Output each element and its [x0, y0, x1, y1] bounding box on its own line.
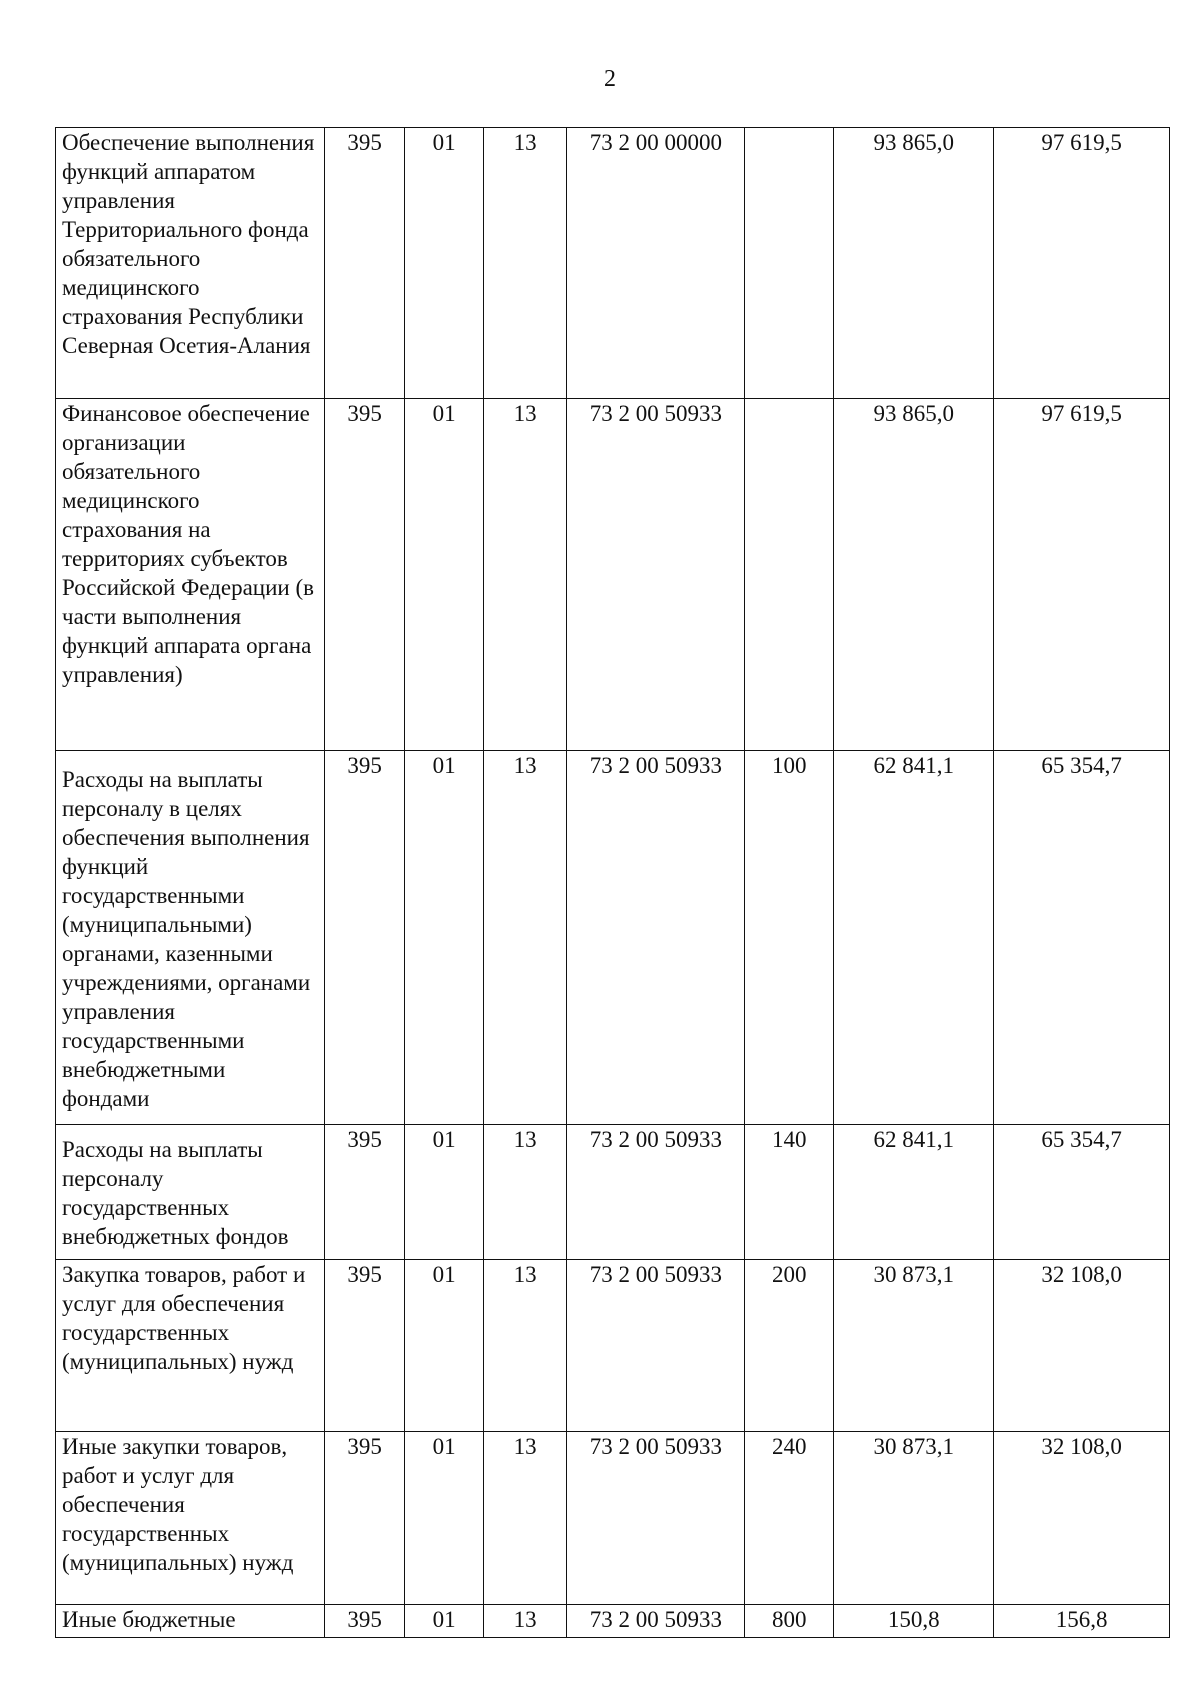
target-article: 73 2 00 50933 [567, 751, 745, 1125]
admin-code: 395 [324, 1125, 405, 1260]
target-article: 73 2 00 50933 [567, 1125, 745, 1260]
table-row [56, 399, 1170, 751]
sum-year-1: 62 841,1 [834, 1125, 994, 1260]
expense-kind: 240 [745, 1432, 834, 1605]
page-number: 2 [604, 66, 616, 92]
section-code: 01 [405, 399, 483, 751]
target-article: 73 2 00 50933 [567, 399, 745, 751]
budget-table [55, 127, 1170, 1638]
sum-year-2: 65 354,7 [994, 1125, 1170, 1260]
section-code: 01 [405, 1260, 483, 1432]
admin-code: 395 [324, 1260, 405, 1432]
row-name: Закупка товаров, работ и услуг для обеспечения государственных (муниципальных) нужд [56, 1260, 325, 1432]
row-name: Расходы на выплаты персоналу государственных внебюджетных фондов [56, 1125, 325, 1260]
subsection-code: 13 [483, 399, 567, 751]
table-row [56, 128, 1170, 399]
section-code: 01 [405, 128, 483, 399]
subsection-code: 13 [483, 128, 567, 399]
sum-year-1: 93 865,0 [834, 128, 994, 399]
table-row [56, 1125, 1170, 1260]
subsection-code: 13 [483, 751, 567, 1125]
sum-year-2: 32 108,0 [994, 1260, 1170, 1432]
expense-kind [745, 399, 834, 751]
admin-code: 395 [324, 1605, 405, 1638]
target-article: 73 2 00 00000 [567, 128, 745, 399]
expense-kind: 100 [745, 751, 834, 1125]
sum-year-1: 30 873,1 [834, 1432, 994, 1605]
row-name: Обеспечение выполнения функций аппаратом управления Территориального фонда обязательного медицинского страхования Республики Северная Осетия-Алания [56, 128, 325, 399]
expense-kind: 140 [745, 1125, 834, 1260]
sum-year-2: 65 354,7 [994, 751, 1170, 1125]
row-name: Финансовое обеспечение организации обязательного медицинского страхования на территориях субъектов Российской Федерации (в части выполнения функций аппарата органа управления) [56, 399, 325, 751]
subsection-code: 13 [483, 1125, 567, 1260]
sum-year-2: 97 619,5 [994, 399, 1170, 751]
table-row [56, 751, 1170, 1125]
sum-year-2: 156,8 [994, 1605, 1170, 1638]
table-row [56, 1605, 1170, 1638]
table-row [56, 1432, 1170, 1605]
sum-year-2: 32 108,0 [994, 1432, 1170, 1605]
sum-year-1: 62 841,1 [834, 751, 994, 1125]
section-code: 01 [405, 1125, 483, 1260]
row-name: Иные закупки товаров, работ и услуг для обеспечения государственных (муниципальных) нужд [56, 1432, 325, 1605]
sum-year-2: 97 619,5 [994, 128, 1170, 399]
expense-kind: 800 [745, 1605, 834, 1638]
row-name: Иные бюджетные [56, 1605, 325, 1638]
admin-code: 395 [324, 128, 405, 399]
subsection-code: 13 [483, 1432, 567, 1605]
table-row [56, 1260, 1170, 1432]
sum-year-1: 30 873,1 [834, 1260, 994, 1432]
section-code: 01 [405, 751, 483, 1125]
expense-kind [745, 128, 834, 399]
admin-code: 395 [324, 751, 405, 1125]
section-code: 01 [405, 1605, 483, 1638]
expense-kind: 200 [745, 1260, 834, 1432]
target-article: 73 2 00 50933 [567, 1432, 745, 1605]
row-name: Расходы на выплаты персоналу в целях обеспечения выполнения функций государственными (муниципальными) органами, казенными учреждениями, органами управления государственными внебюджетными фондами [56, 751, 325, 1125]
subsection-code: 13 [483, 1605, 567, 1638]
subsection-code: 13 [483, 1260, 567, 1432]
admin-code: 395 [324, 1432, 405, 1605]
target-article: 73 2 00 50933 [567, 1260, 745, 1432]
sum-year-1: 150,8 [834, 1605, 994, 1638]
admin-code: 395 [324, 399, 405, 751]
target-article: 73 2 00 50933 [567, 1605, 745, 1638]
section-code: 01 [405, 1432, 483, 1605]
sum-year-1: 93 865,0 [834, 399, 994, 751]
